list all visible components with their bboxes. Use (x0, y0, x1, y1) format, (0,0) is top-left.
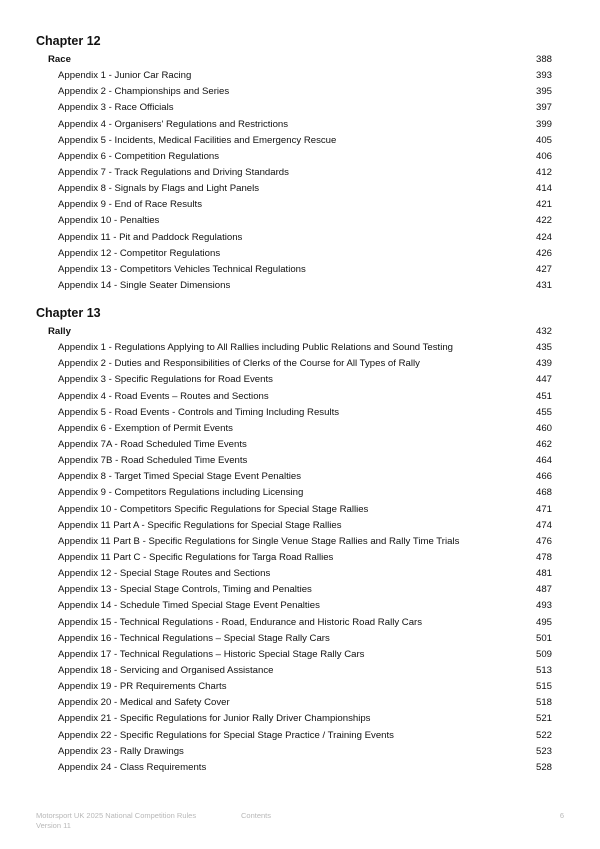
toc-entry-page-number: 397 (535, 102, 552, 114)
toc-entry-title: Appendix 10 - Penalties (58, 215, 160, 227)
toc-entry-page-number: 395 (535, 86, 552, 98)
toc-entry-title: Appendix 17 - Technical Regulations – Historic Special Stage Rally Cars (58, 648, 365, 660)
toc-entry-page-number: 509 (535, 648, 552, 660)
toc-entry-title: Appendix 6 - Exemption of Permit Events (58, 422, 233, 434)
toc-entry-page-number: 447 (535, 374, 552, 386)
toc-entry[interactable] (36, 100, 552, 116)
toc-entry-title: Appendix 11 - Pit and Paddock Regulations (58, 231, 243, 243)
toc-entry-page-number: 481 (535, 568, 552, 580)
toc-entry[interactable] (36, 213, 552, 229)
toc-entry[interactable] (36, 389, 552, 405)
toc-entry-title: Appendix 20 - Medical and Safety Cover (58, 697, 230, 709)
toc-entry-title: Appendix 12 - Competitor Regulations (58, 247, 221, 259)
toc-entry-page-number: 474 (535, 519, 552, 531)
toc-entry-title: Appendix 13 - Special Stage Controls, Timing and Penalties (58, 584, 312, 596)
toc-entry-page-number: 495 (535, 616, 552, 628)
toc-entry-page-number: 518 (535, 697, 552, 709)
toc-entry-title: Appendix 2 - Championships and Series (58, 86, 230, 98)
toc-entry[interactable] (36, 262, 552, 278)
toc-entry-title: Appendix 4 - Road Events – Routes and Sections (58, 390, 269, 402)
toc-section-title: Rally (48, 326, 71, 337)
toc-entry-page-number: 487 (535, 584, 552, 596)
toc-entry-page-number: 493 (535, 600, 552, 612)
toc-entry[interactable] (36, 84, 552, 100)
toc-entry[interactable] (36, 181, 552, 197)
toc-entry-page-number: 522 (535, 729, 552, 741)
toc-entry-title: Appendix 15 - Technical Regulations - Road, Endurance and Historic Road Rally Cars (58, 616, 423, 628)
toc-entry-title: Appendix 24 - Class Requirements (58, 761, 207, 773)
toc-entry-page-number: 427 (535, 263, 552, 275)
toc-entry[interactable] (36, 566, 552, 582)
toc-entry-page-number: 468 (535, 487, 552, 499)
toc-entry-page-number: 513 (535, 664, 552, 676)
footer-version: Version 11 (36, 821, 71, 830)
toc-entry-title: Appendix 7B - Road Scheduled Time Events (58, 455, 248, 467)
toc-entry[interactable] (36, 246, 552, 262)
toc-entry-page-number: 393 (535, 70, 552, 82)
toc-entry[interactable] (36, 437, 552, 453)
toc-entry[interactable] (36, 744, 552, 760)
toc-entry[interactable] (36, 663, 552, 679)
toc-entry-page-number: 501 (535, 632, 552, 644)
toc-entry-title: Appendix 1 - Junior Car Racing (58, 70, 192, 82)
toc-section-title: Race (48, 54, 71, 65)
toc-entry[interactable] (36, 550, 552, 566)
toc-entry-title: Appendix 14 - Schedule Timed Special Stage Event Penalties (58, 600, 320, 612)
toc-entry-title: Appendix 3 - Race Officials (58, 102, 174, 114)
toc-entry-title: Appendix 9 - Competitors Regulations including Licensing (58, 487, 304, 499)
toc-entry[interactable] (36, 631, 552, 647)
toc-entry[interactable] (36, 133, 552, 149)
toc-entry[interactable] (36, 728, 552, 744)
toc-entry[interactable] (36, 68, 552, 84)
footer-section: Contents (241, 811, 272, 820)
toc-entry[interactable] (36, 647, 552, 663)
toc-entry-page-number: 451 (535, 390, 552, 402)
toc-entry[interactable] (36, 278, 552, 294)
toc-entry[interactable] (36, 760, 552, 776)
toc-entry[interactable] (36, 695, 552, 711)
toc-entry-page-number: 421 (535, 199, 552, 211)
toc-entry-page-number: 439 (535, 358, 552, 370)
toc-entry-page-number: 462 (535, 438, 552, 450)
toc-entry-title: Appendix 8 - Target Timed Special Stage Event Penalties (58, 471, 302, 483)
toc-entry-title: Appendix 5 - Incidents, Medical Facilities and Emergency Rescue (58, 134, 337, 146)
toc-entry[interactable] (36, 534, 552, 550)
toc-entry-page-number: 460 (535, 422, 552, 434)
toc-entry-page-number: 426 (535, 247, 552, 259)
toc-entry-page-number: 405 (535, 134, 552, 146)
toc-entry-title: Appendix 19 - PR Requirements Charts (58, 681, 227, 693)
toc-entry-page-number: 466 (535, 471, 552, 483)
chapter-12 (36, 33, 552, 294)
toc-entry-page-number: 515 (535, 681, 552, 693)
toc-entry[interactable] (36, 372, 552, 388)
toc-entry-page-number: 464 (535, 455, 552, 467)
toc-entry-page-number: 412 (535, 166, 552, 178)
toc-entry-title: Appendix 3 - Specific Regulations for Road Events (58, 374, 273, 386)
toc-entry-page-number: 406 (535, 150, 552, 162)
toc-entry-title: Appendix 14 - Single Seater Dimensions (58, 279, 231, 291)
toc-entry[interactable] (36, 469, 552, 485)
toc-entry-page-number: 399 (535, 118, 552, 130)
toc-entry-title: Appendix 4 - Organisers' Regulations and Restrictions (58, 118, 289, 130)
toc-entry-title: Appendix 22 - Specific Regulations for Special Stage Practice / Training Events (58, 729, 394, 741)
toc-entry[interactable] (36, 117, 552, 133)
toc-entry-title: Appendix 11 Part B - Specific Regulations for Single Venue Stage Rallies and Rally Time Trials (58, 535, 460, 547)
toc-entry-title: Appendix 1 - Regulations Applying to All Rallies including Public Relations and Sound Testing (58, 342, 454, 354)
toc-entry-title: Appendix 11 Part A - Specific Regulations for Special Stage Rallies (58, 519, 342, 531)
toc-entry-page-number: 414 (535, 183, 552, 195)
toc-entry[interactable] (36, 356, 552, 372)
toc-entry-page-number: 471 (535, 503, 552, 515)
toc-entry-title: Appendix 16 - Technical Regulations – Special Stage Rally Cars (58, 632, 330, 644)
toc-entry-title: Appendix 12 - Special Stage Routes and Sections (58, 568, 271, 580)
toc-entry-title: Appendix 21 - Specific Regulations for Junior Rally Driver Championships (58, 713, 371, 725)
toc-entry-title: Appendix 7 - Track Regulations and Driving Standards (58, 166, 289, 178)
chapter-13 (36, 305, 552, 776)
footer-document-title: Motorsport UK 2025 National Competition Rules (36, 811, 197, 820)
toc-entry-page-number: 478 (535, 551, 552, 563)
toc-entry-title: Appendix 6 - Competition Regulations (58, 150, 220, 162)
chapter-heading: Chapter 13 (36, 306, 101, 320)
toc-entry[interactable] (36, 502, 552, 518)
toc-entry-page-number: 455 (535, 406, 552, 418)
toc-entry-title: Appendix 11 Part C - Specific Regulations for Targa Road Rallies (58, 551, 334, 563)
toc-entry-title: Appendix 10 - Competitors Specific Regulations for Special Stage Rallies (58, 503, 369, 515)
toc-entry-page-number: 435 (535, 342, 552, 354)
toc-section[interactable] (36, 324, 552, 340)
toc-entry[interactable] (36, 582, 552, 598)
toc-entry-page-number: 528 (535, 761, 552, 773)
toc-entry-page-number: 523 (535, 745, 552, 757)
toc-entry[interactable] (36, 149, 552, 165)
toc-section-page-number: 388 (535, 54, 552, 65)
toc-entry[interactable] (36, 405, 552, 421)
toc-section[interactable] (36, 52, 552, 68)
toc-entry[interactable] (36, 340, 552, 356)
toc-entry-page-number: 422 (535, 215, 552, 227)
toc-entry[interactable] (36, 230, 552, 246)
toc-entry-page-number: 424 (535, 231, 552, 243)
toc-entry-page-number: 521 (535, 713, 552, 725)
toc-entry-title: Appendix 5 - Road Events - Controls and Timing Including Results (58, 406, 340, 418)
toc-section-page-number: 432 (535, 326, 552, 337)
toc-entry[interactable] (36, 679, 552, 695)
toc-entry-title: Appendix 18 - Servicing and Organised Assistance (58, 664, 274, 676)
toc-entry[interactable] (36, 711, 552, 727)
toc-entry-title: Appendix 23 - Rally Drawings (58, 745, 184, 757)
toc-entry[interactable] (36, 615, 552, 631)
toc-entry-title: Appendix 7A - Road Scheduled Time Events (58, 438, 247, 450)
toc-entry-title: Appendix 9 - End of Race Results (58, 199, 202, 211)
toc-entry[interactable] (36, 197, 552, 213)
footer-page-number: 6 (559, 811, 564, 820)
toc-entry[interactable] (36, 485, 552, 501)
toc-entry-page-number: 431 (535, 279, 552, 291)
toc-entry-title: Appendix 2 - Duties and Responsibilities of Clerks of the Course for All Types of Rally (58, 358, 420, 370)
toc-entry[interactable] (36, 421, 552, 437)
toc-entry-page-number: 476 (535, 535, 552, 547)
chapter-heading: Chapter 12 (36, 34, 101, 48)
toc-entry[interactable] (36, 518, 552, 534)
toc-entry-title: Appendix 13 - Competitors Vehicles Technical Regulations (58, 263, 306, 275)
toc-entry-title: Appendix 8 - Signals by Flags and Light Panels (58, 183, 260, 195)
toc-entry[interactable] (36, 598, 552, 614)
toc-entry[interactable] (36, 453, 552, 469)
toc-entry[interactable] (36, 165, 552, 181)
